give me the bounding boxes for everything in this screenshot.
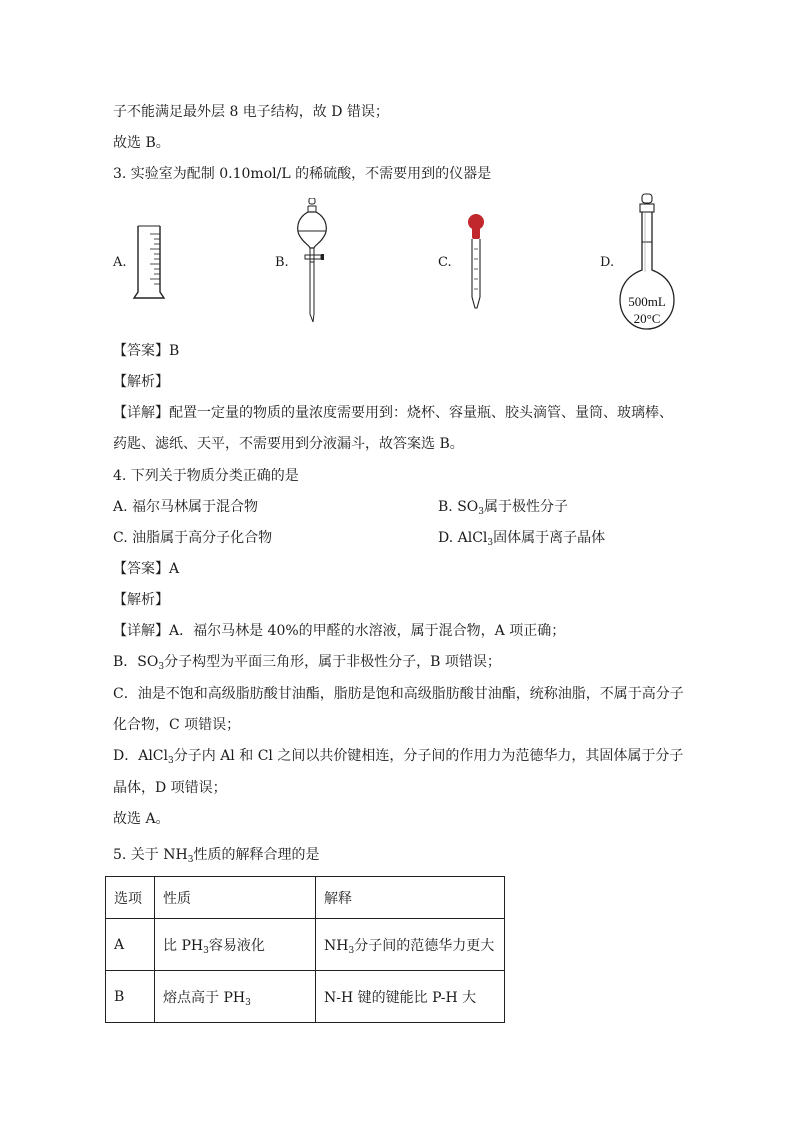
q4-option-d: D. AlCl$_3$固体属于离子晶体 [438, 530, 606, 548]
q4-option-c: C. 油脂属于高分子化合物 [113, 530, 273, 546]
detail-4-line: 化合物，C 项错误； [113, 717, 241, 733]
text-line: 子不能满足最外层 8 电子结构，故 D 错误； [113, 104, 389, 120]
separatory-funnel-icon [293, 198, 333, 324]
q4-option-b: B. $SO_3$属于极性分子 [438, 499, 568, 517]
analysis-heading-4: 【解析】 [113, 592, 169, 608]
q4-option-a: A. 福尔马林属于混合物 [113, 499, 259, 515]
table-row [106, 919, 505, 971]
question-3: 3. 实验室为配制 0.10mol/L 的稀硫酸，不需要用到的仪器是 [113, 166, 492, 182]
question-5: 5. 关于 $NH_3$性质的解释合理的是 [113, 847, 320, 865]
detail-3-line: 药匙、滤纸、天平，不需要用到分液漏斗，故答案选 B。 [113, 436, 464, 452]
table-cell: 熔点高于 $PH_3$ [155, 971, 316, 1023]
table-row [106, 971, 505, 1023]
option-a-label: A. [113, 255, 127, 270]
answer-3: 【答案】B [113, 343, 180, 359]
table-header: 选项 [106, 877, 155, 919]
volumetric-flask-icon [618, 192, 676, 332]
option-d-label: D. [600, 255, 615, 270]
q5-table [105, 876, 505, 1023]
graduated-cylinder-icon [132, 222, 166, 302]
detail-4-line: D．AlCl$_3$分子内 Al 和 Cl 之间以共价键相连，分子间的作用力为范德华力，其固体属于分子 [113, 748, 684, 766]
option-b-label: B. [275, 255, 289, 270]
table-cell: B [106, 971, 155, 1023]
dropper-icon [465, 213, 487, 311]
detail-4-line: 晶体，D 项错误； [113, 780, 227, 796]
table-cell: $NH_3$分子间的范德华力更大 [316, 919, 505, 971]
answer-4: 【答案】A [113, 561, 180, 577]
flask-volume-label: 500mL [628, 294, 666, 309]
flask-temp-label: 20°C [633, 311, 661, 326]
table-cell: 比 $PH_3$容易液化 [155, 919, 316, 971]
question-4: 4. 下列关于物质分类正确的是 [113, 468, 299, 484]
table-header-row [106, 877, 505, 919]
detail-4-line: 故选 A。 [113, 811, 170, 827]
option-c-label: C. [438, 255, 452, 270]
table-cell: N-H 键的键能比 P-H 大 [316, 971, 505, 1023]
detail-4-line: C．油是不饱和高级脂肪酸甘油酯，脂肪是饱和高级脂肪酸甘油酯，统称油脂，不属于高分子 [113, 686, 684, 702]
detail-3-line: 【详解】配置一定量的物质的量浓度需要用到：烧杯、容量瓶、胶头滴管、量筒、玻璃棒、 [113, 405, 673, 421]
table-header: 解释 [316, 877, 505, 919]
detail-4-line: 【详解】A．福尔马林是 40%的甲醛的水溶液，属于混合物，A 项正确； [113, 623, 566, 639]
text-line: 故选 B。 [113, 135, 170, 151]
table-header: 性质 [155, 877, 316, 919]
table-cell: A [106, 919, 155, 971]
analysis-heading-3: 【解析】 [113, 374, 169, 390]
detail-4-line: B．$SO_3$分子构型为平面三角形，属于非极性分子，B 项错误； [113, 654, 501, 672]
